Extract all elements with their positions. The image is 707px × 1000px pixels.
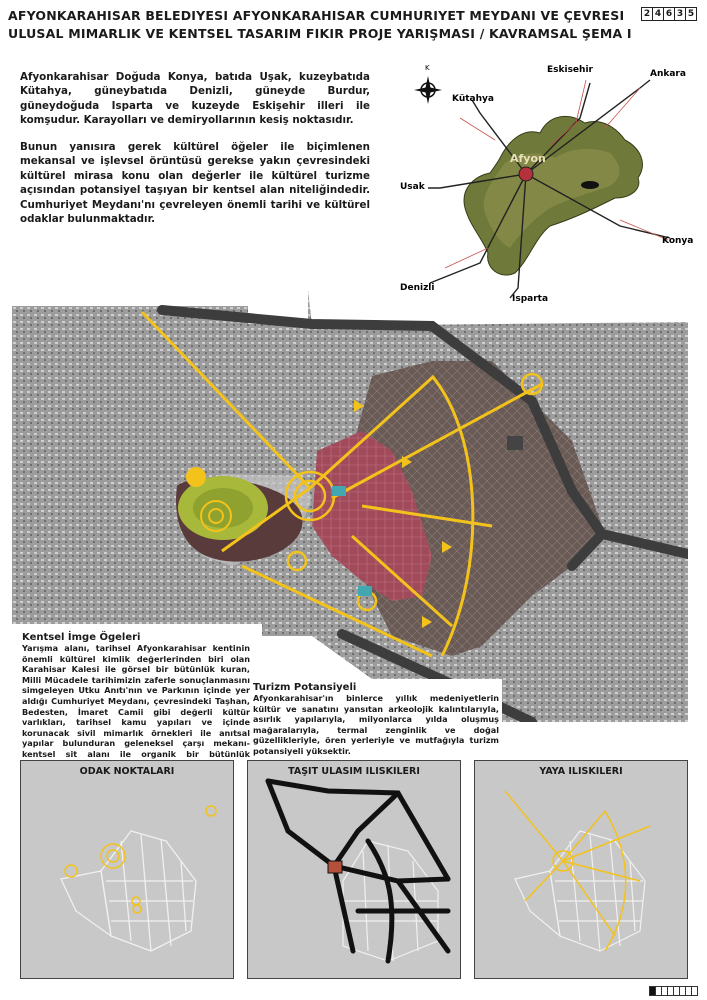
- intro-paragraph-1: Afyonkarahisar Doğuda Konya, batıda Uşak, kuzeybatıda Kütahya, güneybatıda Denizli, güneyde Burdur, güneydoğuda Isparta ve kuzeyde Eskişehir illeri ile komşudur. Karayolları ve demiryollarının kesiş noktasıdır.: [20, 71, 370, 127]
- code-digit: 2: [641, 7, 653, 21]
- footer-sheet-indicator: [650, 986, 698, 996]
- north-label: K: [425, 64, 430, 72]
- yaya-diagram: [475, 761, 687, 978]
- panel-title-yaya: YAYA ILISKILERI: [539, 766, 623, 777]
- city-label-afyon: Afyon: [510, 152, 546, 165]
- header-title-line2: ULUSAL MIMARLIK VE KENTSEL TASARIM FIKIR PROJE YARIŞMASI / KAVRAMSAL ŞEMA I: [8, 26, 632, 41]
- city-label-eskisehir: Eskisehir: [547, 65, 593, 75]
- panel-title-odak: ODAK NOKTALARI: [79, 766, 175, 777]
- code-digit: 4: [652, 7, 664, 21]
- tasit-diagram: [248, 761, 460, 978]
- turizm-box: [250, 679, 502, 760]
- panel-title-tasit: TAŞIT ULASIM ILISKILERI: [288, 766, 420, 777]
- city-label-konya: Konya: [662, 236, 694, 246]
- turizm-title: Turizm Potansiyeli: [253, 682, 357, 693]
- kentsel-imge-text: Yarışma alanı, tarihsel Afyonkarahisar kentinin önemli kültürel kimlik değerlerinden biri olan Karahisar Kalesi ile görsel bir bütünlük kuran, Milli Mücadele tarihimizin zaferle sonuçlanmasını simgeleyen Utku Anıtı'nın ve Parkının içinde yer aldığı Cumhuriyet Meydanı, çevresindeki Taşhan, Bedesten, İmaret Camii gibi değerli kültür varlıkları, tarihsel kamu yapıları ve içinde korunacak sivil mimarlık örnekleri ile anıtsal yapılar bulunduran geleneksel çarşı mekanı- kentsel sit alanı ile organik bir bütünlük: [22, 643, 250, 759]
- kentsel-imge-title: Kentsel İmge Ögeleri: [22, 632, 141, 643]
- code-digit: 6: [663, 7, 675, 21]
- panel-yaya-iliskileri: [474, 760, 688, 979]
- city-label-usak: Usak: [400, 182, 425, 192]
- intro-paragraph-2: Bunun yanısıra gerek kültürel öğeler ile biçimlenen mekansal ve işlevsel örüntüsü gerekse yakın çevresindeki kültürel mirasa konu olan değerler ile kültürel turizme açısından potansiyel taşıyan bir kentsel alan niteliğindedir. Cumhuriyet Meydanı'nı çevreleyen önemli tarihi ve kültürel odaklar bulunmaktadır.: [20, 141, 370, 226]
- city-label-ankara: Ankara: [650, 69, 686, 79]
- header-title-line1: AFYONKARAHISAR BELEDIYESI AFYONKARAHISAR CUMHURIYET MEYDANI VE ÇEVRESI: [8, 8, 625, 23]
- city-label-kutahya: Kütahya: [452, 94, 494, 104]
- afyon-center-marker: [519, 167, 533, 181]
- entry-code: [642, 7, 697, 21]
- compass-icon: [414, 64, 442, 104]
- odak-diagram: [21, 761, 233, 978]
- panel-odak-noktalari: [20, 760, 234, 979]
- turizm-text: Afyonkarahisar'ın binlerce yıllık medeniyetlerin kültür ve sanatını yansıtan arkeolojik kalıntılarıyla, asırlık yapılarıyla, milyonlarca yılda oluşmuş mağaralarıyla, termal zenginlik ve doğal güzellikleriyle, ören yerleriyle ve mutfağıyla turizm potansiyeli yüksektir.: [253, 693, 499, 756]
- panel-tasit-ulasim: [247, 760, 461, 979]
- code-digit: 3: [674, 7, 686, 21]
- city-label-denizli: Denizli: [400, 283, 435, 293]
- kentsel-imge-box: [20, 630, 252, 773]
- code-digit: 5: [685, 7, 697, 21]
- city-label-isparta: Isparta: [512, 294, 549, 304]
